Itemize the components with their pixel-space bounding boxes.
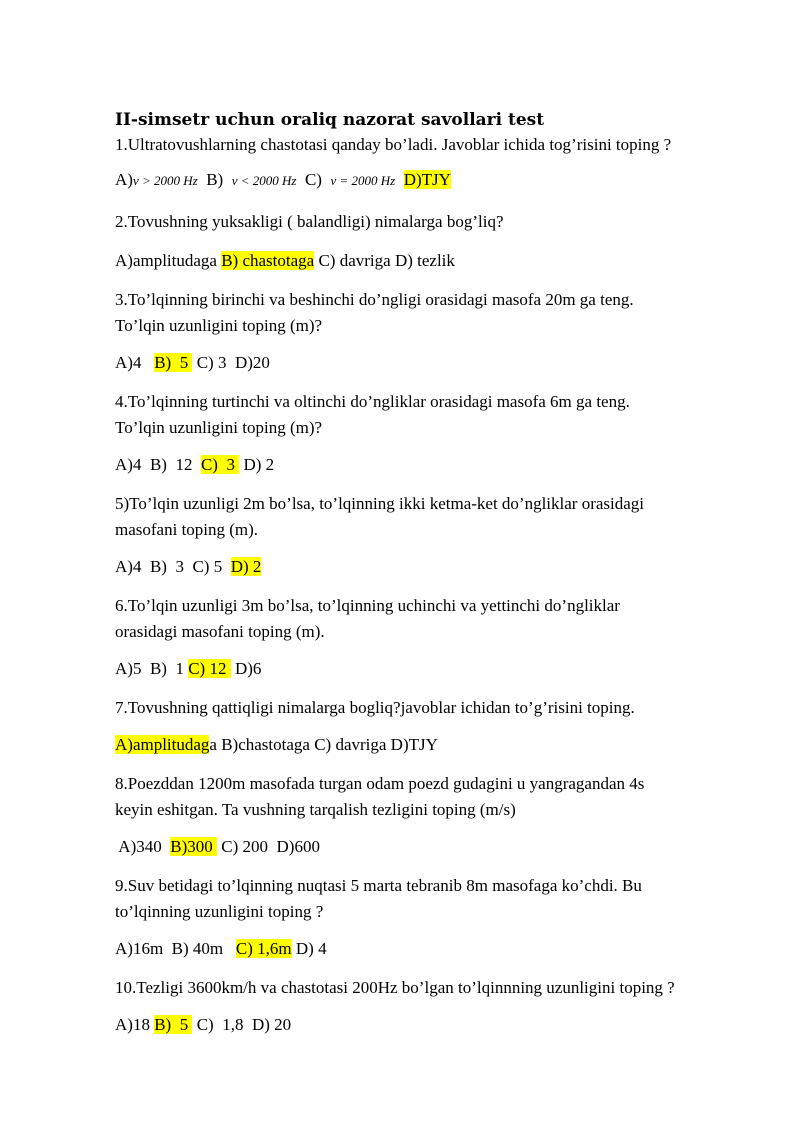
answers-8: A)340 B)300 C) 200 D)600 — [115, 837, 320, 856]
correct-answer-8: B)300 — [170, 837, 217, 856]
question-2: 2.Tovushning yuksakligi ( balandligi) nimalarga bog’liq? — [115, 212, 504, 231]
answers-2: A)amplitudaga B) chastotaga C) davriga D) tezlik — [115, 251, 455, 270]
answers-6: A)5 B) 1 C) 12 D)6 — [115, 659, 262, 678]
option-a-label: A) — [115, 170, 133, 189]
correct-answer-6: C) 12 — [188, 659, 231, 678]
option-c-label: C) — [296, 170, 331, 189]
correct-answer-5: D) 2 — [230, 557, 262, 576]
answers-9: A)16m B) 40m C) 1,6m D) 4 — [115, 939, 327, 958]
correct-answer-3: B) 5 — [154, 353, 193, 372]
document-title: II-simsetr uchun oraliq nazorat savollari test — [115, 110, 545, 130]
answers-1 — [115, 168, 755, 193]
correct-answer-10: B) 5 — [154, 1015, 193, 1034]
question-8: 8.Poezddan 1200m masofada turgan odam poezd gudagini u yangragandan 4s keyin eshitgan. Ta vushning tarqalish tezligini toping (m/s) — [115, 774, 645, 819]
question-1: 1.Ultratovushlarning chastotasi qanday bo’ladi. Javoblar ichida tog’risini toping ? — [115, 135, 672, 154]
question-9: 9.Suv betidagi to’lqinning nuqtasi 5 marta tebranib 8m masofaga ko’chdi. Bu to’lqinning uzunligini toping ? — [115, 876, 642, 921]
question-6: 6.To’lqin uzunligi 3m bo’lsa, to’lqinning uchinchi va yettinchi do’ngliklar orasidagi masofani toping (m). — [115, 596, 620, 641]
question-7: 7.Tovushning qattiqligi nimalarga bogliq?javoblar ichidan to’g’risini toping. — [115, 698, 635, 717]
question-4: 4.To’lqinning turtinchi va oltinchi do’ngliklar orasidagi masofa 6m ga teng. To’lqin uzunligini toping (m)? — [115, 392, 630, 437]
option-b-formula: v < 2000 Hz — [231, 173, 297, 188]
correct-answer-4: C) 3 — [200, 455, 240, 474]
answers-10: A)18 B) 5 C) 1,8 D) 20 — [115, 1015, 292, 1034]
option-b-label: B) — [197, 170, 232, 189]
question-3: 3.To’lqinning birinchi va beshinchi do’ngligi orasidagi masofa 20m ga teng. To’lqin uzunligini toping (m)? — [115, 290, 634, 335]
correct-answer-1: D)TJY — [403, 170, 451, 189]
correct-answer-9: C) 1,6m — [235, 939, 292, 958]
document-page — [115, 108, 755, 1037]
answers-7: A)amplitudaga B)chastotaga C) davriga D)TJY — [115, 735, 438, 754]
correct-answer-2: B) chastotaga — [221, 251, 315, 270]
option-a-formula: v > 2000 Hz — [132, 173, 198, 188]
answers-3: A)4 B) 5 C) 3 D)20 — [115, 353, 270, 372]
question-5: 5)To’lqin uzunligi 2m bo’lsa, to’lqinning ikki ketma-ket do’ngliklar orasidagi masofani toping (m). — [115, 494, 645, 539]
question-10: 10.Tezligi 3600km/h va chastotasi 200Hz bo’lgan to’lqinnning uzunligini toping ? — [115, 978, 675, 997]
answers-4: A)4 B) 12 C) 3 D) 2 — [115, 455, 275, 474]
correct-answer-7: A)amplitudag — [115, 735, 210, 754]
answers-5: A)4 B) 3 C) 5 D) 2 — [115, 557, 262, 576]
option-c-formula: v = 2000 Hz — [330, 173, 396, 188]
